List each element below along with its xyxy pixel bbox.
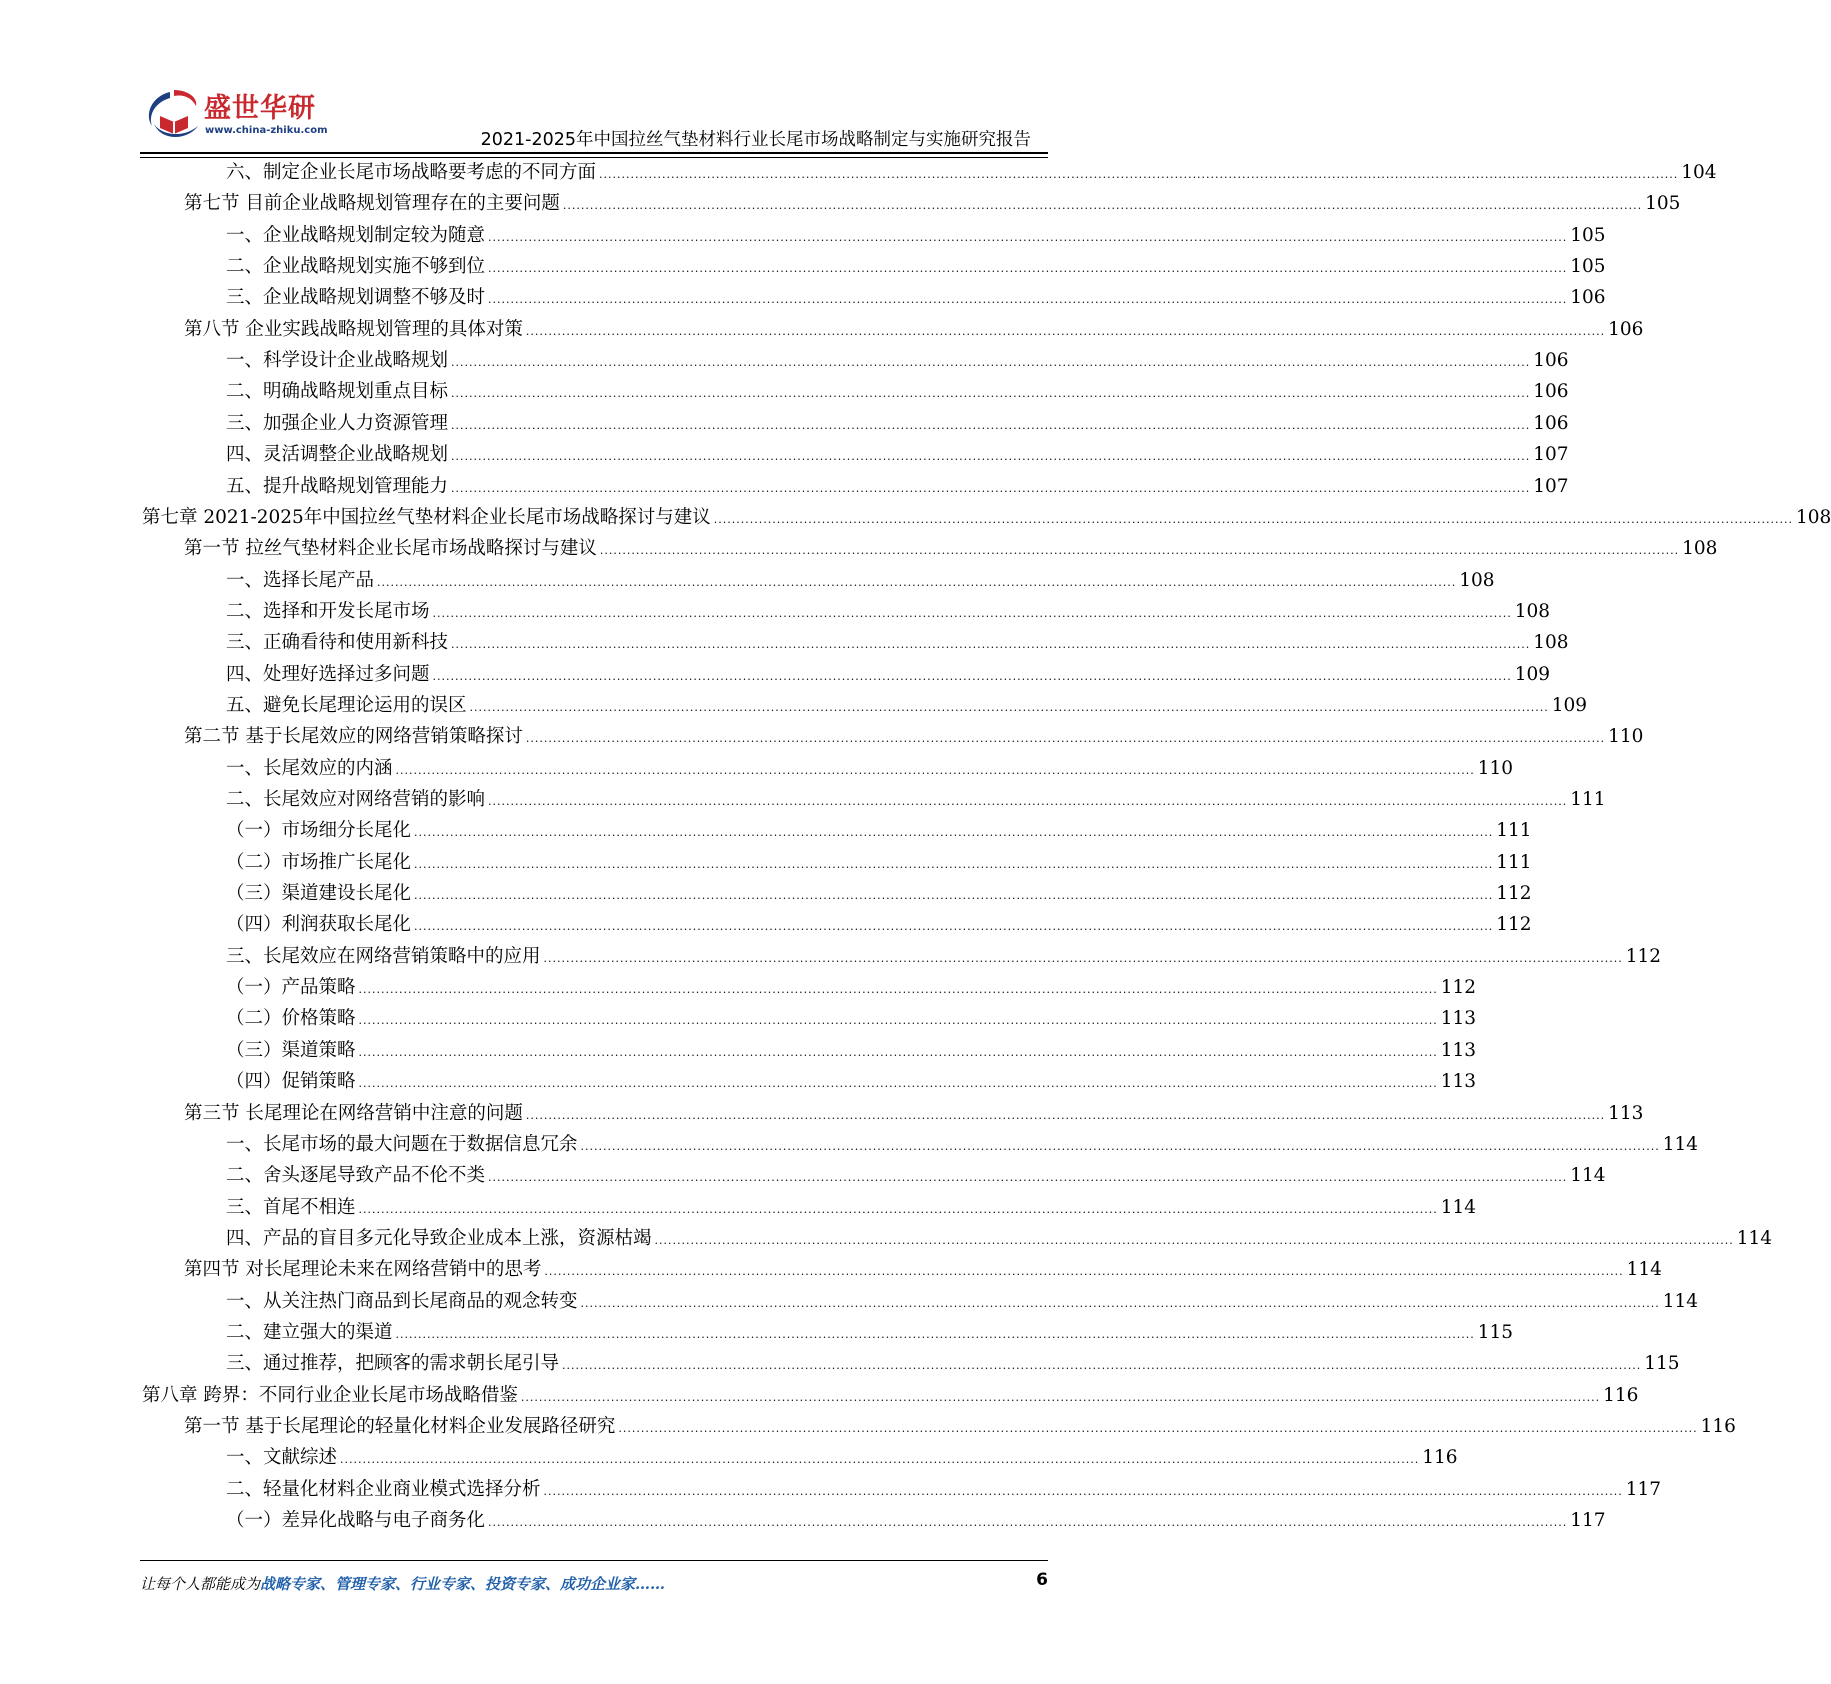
toc-entry-page: 116 [1422, 1447, 1458, 1469]
toc-entry-label: 三、加强企业人力资源管理 [226, 412, 449, 434]
toc-entry-label: （三）渠道建设长尾化 [226, 883, 412, 905]
toc-entry-page: 111 [1570, 789, 1606, 810]
toc-leader-dots: ................................................................................................................................................................................................................................................ [543, 951, 1623, 965]
toc-leader-dots: ................................................................................................................................................................................................................................................ [395, 1327, 1475, 1341]
toc-entry[interactable] [184, 1098, 1644, 1129]
toc-entry-label: 一、选择长尾产品 [226, 569, 375, 591]
toc-entry-label: 五、提升战略规划管理能力 [226, 475, 449, 497]
toc-entry[interactable] [226, 878, 1532, 909]
toc-leader-dots: ................................................................................................................................................................................................................................................ [414, 889, 1494, 903]
toc-leader-dots: ................................................................................................................................................................................................................................................ [525, 1108, 1606, 1122]
page-number: 6 [1036, 1570, 1048, 1590]
toc-entry-page: 115 [1477, 1321, 1514, 1343]
toc-entry-page: 111 [1496, 851, 1532, 873]
toc-leader-dots: ................................................................................................................................................................................................................................................ [358, 1045, 1438, 1059]
toc-entry-page: 109 [1514, 663, 1551, 685]
toc-entry[interactable] [226, 1348, 1680, 1379]
toc-leader-dots: ................................................................................................................................................................................................................................................ [562, 199, 1643, 213]
toc-entry-label: 一、长尾市场的最大问题在于数据信息冗余 [226, 1133, 578, 1155]
toc-entry-page: 108 [1682, 538, 1718, 560]
toc-entry-page: 114 [1570, 1165, 1606, 1187]
toc-entry-label: 三、首尾不相连 [226, 1196, 356, 1218]
toc-entry-label: 第二节 基于长尾效应的网络营销策略探讨 [184, 726, 523, 748]
toc-leader-dots: ................................................................................................................................................................................................................................................ [488, 1171, 1568, 1185]
toc-entry[interactable] [226, 565, 1495, 596]
toc-entry[interactable] [226, 972, 1477, 1003]
toc-entry-page: 105 [1570, 256, 1606, 278]
toc-entry-label: 五、避免长尾理论运用的误区 [226, 694, 467, 716]
toc-entry-label: 第七章 2021-2025年中国拉丝气垫材料企业长尾市场战略探讨与建议 [142, 506, 711, 528]
toc-entry-label: 第八节 企业实践战略规划管理的具体对策 [184, 318, 523, 340]
toc-entry-label: 二、选择和开发长尾市场 [226, 600, 430, 622]
toc-entry-page: 108 [1514, 600, 1551, 622]
toc-leader-dots: ................................................................................................................................................................................................................................................ [599, 168, 1679, 181]
toc-leader-dots: ................................................................................................................................................................................................................................................ [488, 1516, 1568, 1530]
toc-leader-dots: ................................................................................................................................................................................................................................................ [488, 293, 1568, 307]
toc-entry[interactable] [226, 1160, 1606, 1191]
toc-entry[interactable] [226, 1223, 1773, 1254]
toc-entry-page: 111 [1496, 820, 1532, 842]
toc-entry-label: 一、科学设计企业战略规划 [226, 350, 449, 372]
footer-slogan-prefix: 让每个人都能成为 [140, 1575, 261, 1593]
toc-entry-label: 二、长尾效应对网络营销的影响 [226, 789, 486, 810]
toc-entry[interactable] [142, 502, 1831, 533]
toc-leader-dots: ................................................................................................................................................................................................................................................ [488, 795, 1568, 808]
toc-entry[interactable] [184, 1411, 1736, 1442]
toc-entry-page: 114 [1662, 1290, 1699, 1312]
toc-leader-dots: ................................................................................................................................................................................................................................................ [488, 230, 1568, 244]
toc-leader-dots: ................................................................................................................................................................................................................................................ [580, 1296, 1660, 1310]
toc-entry-page: 113 [1440, 1071, 1477, 1093]
toc-leader-dots: ................................................................................................................................................................................................................................................ [451, 638, 1531, 652]
toc-entry[interactable] [226, 1066, 1477, 1097]
toc-entry-page: 115 [1644, 1353, 1680, 1375]
toc-entry-page: 104 [1681, 162, 1717, 183]
toc-entry-label: 一、从关注热门商品到长尾商品的观念转变 [226, 1290, 578, 1312]
toc-entry[interactable] [142, 1380, 1639, 1411]
toc-leader-dots: ................................................................................................................................................................................................................................................ [544, 1265, 1624, 1279]
toc-entry[interactable] [226, 282, 1606, 313]
toc-entry[interactable] [226, 220, 1606, 251]
toc-entry-label: （二）市场推广长尾化 [226, 851, 412, 873]
toc-leader-dots: ................................................................................................................................................................................................................................................ [543, 1484, 1623, 1498]
toc-leader-dots: ................................................................................................................................................................................................................................................ [358, 1202, 1438, 1216]
footer-slogan-highlight: 战略专家、管理专家、行业专家、投资专家、成功企业家…… [260, 1575, 666, 1593]
toc-entry-page: 116 [1700, 1416, 1736, 1437]
toc-entry[interactable] [226, 1003, 1477, 1034]
toc-leader-dots: ................................................................................................................................................................................................................................................ [414, 920, 1494, 934]
company-logo [140, 86, 328, 156]
toc-entry-page: 112 [1496, 883, 1532, 905]
toc-entry-label: 第八章 跨界：不同行业企业长尾市场战略借鉴 [142, 1384, 518, 1406]
toc-leader-dots: ................................................................................................................................................................................................................................................ [432, 669, 1512, 683]
toc-entry-label: （四）利润获取长尾化 [226, 914, 412, 936]
toc-leader-dots: ................................................................................................................................................................................................................................................ [358, 1077, 1438, 1091]
toc-entry[interactable] [184, 314, 1644, 345]
toc-leader-dots: ................................................................................................................................................................................................................................................ [525, 732, 1606, 746]
toc-entry-page: 107 [1533, 444, 1569, 466]
toc-entry[interactable] [184, 1254, 1662, 1285]
toc-leader-dots: ................................................................................................................................................................................................................................................ [599, 544, 1680, 558]
toc-entry-label: 六、制定企业长尾市场战略要考虑的不同方面 [226, 162, 597, 183]
toc-entry-page: 107 [1533, 475, 1569, 497]
toc-entry-label: 二、舍头逐尾导致产品不伦不类 [226, 1165, 486, 1187]
toc-entry-page: 106 [1533, 350, 1569, 372]
toc-entry-page: 106 [1533, 381, 1569, 403]
header-divider [140, 152, 1048, 154]
toc-leader-dots: ................................................................................................................................................................................................................................................ [358, 1014, 1438, 1028]
toc-entry[interactable] [226, 1317, 1514, 1348]
toc-entry-label: 第三节 长尾理论在网络营销中注意的问题 [184, 1102, 523, 1124]
toc-leader-dots: ................................................................................................................................................................................................................................................ [451, 450, 1531, 464]
toc-entry[interactable] [226, 1129, 1699, 1160]
toc-leader-dots: ................................................................................................................................................................................................................................................ [469, 700, 1549, 714]
toc-entry-page: 108 [1459, 569, 1495, 591]
toc-entry[interactable] [184, 188, 1681, 219]
toc-entry-label: 二、明确战略规划重点目标 [226, 381, 449, 403]
toc-entry-page: 105 [1570, 224, 1606, 246]
toc-leader-dots: ................................................................................................................................................................................................................................................ [432, 606, 1512, 620]
toc-entry-page: 112 [1496, 914, 1532, 936]
toc-entry-label: 二、建立强大的渠道 [226, 1321, 393, 1343]
toc-entry-page: 113 [1608, 1102, 1644, 1124]
toc-entry-label: 一、文献综述 [226, 1447, 338, 1469]
toc-entry[interactable] [226, 909, 1532, 940]
toc-entry-page: 113 [1440, 1039, 1477, 1061]
toc-entry[interactable] [226, 1035, 1477, 1066]
toc-entry-label: 四、产品的盲目多元化导致企业成本上涨，资源枯竭 [226, 1227, 652, 1249]
toc-entry[interactable] [226, 1442, 1458, 1473]
toc-leader-dots: ................................................................................................................................................................................................................................................ [451, 387, 1531, 401]
toc-leader-dots: ................................................................................................................................................................................................................................................ [395, 763, 1475, 777]
toc-entry[interactable] [226, 1505, 1606, 1536]
toc-entry-label: （三）渠道策略 [226, 1039, 356, 1061]
toc-entry-label: （一）差异化战略与电子商务化 [226, 1510, 486, 1532]
toc-entry-page: 117 [1625, 1478, 1662, 1500]
toc-entry[interactable] [184, 533, 1718, 564]
footer-divider [140, 1560, 1048, 1561]
toc-leader-dots: ................................................................................................................................................................................................................................................ [562, 1359, 1642, 1373]
toc-entry-page: 106 [1570, 287, 1606, 309]
toc-entry[interactable] [226, 784, 1606, 815]
toc-entry[interactable] [226, 690, 1588, 721]
toc-entry[interactable] [226, 1286, 1699, 1317]
toc-entry-label: 一、企业战略规划制定较为随意 [226, 224, 486, 246]
toc-entry-page: 116 [1603, 1384, 1639, 1406]
toc-entry[interactable] [226, 753, 1514, 784]
toc-entry-label: （二）价格策略 [226, 1008, 356, 1030]
report-title: 2021-2025年中国拉丝气垫材料行业长尾市场战略制定与实施研究报告 [480, 130, 1031, 150]
toc-entry[interactable] [226, 596, 1551, 627]
toc-entry-label: 二、轻量化材料企业商业模式选择分析 [226, 1478, 541, 1500]
logo-swoosh-icon [140, 86, 204, 146]
toc-entry[interactable] [226, 941, 1662, 972]
toc-leader-dots: ................................................................................................................................................................................................................................................ [488, 262, 1568, 276]
toc-entry-label: （一）产品策略 [226, 977, 356, 999]
toc-entry-label: 三、正确看待和使用新科技 [226, 632, 449, 654]
toc-entry[interactable] [226, 847, 1532, 878]
toc-entry[interactable] [226, 1474, 1662, 1505]
toc-leader-dots: ................................................................................................................................................................................................................................................ [340, 1453, 1420, 1467]
toc-leader-dots: ................................................................................................................................................................................................................................................ [451, 418, 1531, 432]
toc-entry-label: 第一节 拉丝气垫材料企业长尾市场战略探讨与建议 [184, 538, 597, 560]
toc-entry[interactable] [226, 157, 1717, 188]
logo-url: www.china-zhiku.com [205, 125, 328, 136]
toc-leader-dots: ................................................................................................................................................................................................................................................ [520, 1390, 1601, 1404]
toc-entry-label: 三、企业战略规划调整不够及时 [226, 287, 486, 309]
toc-entry-label: 第四节 对长尾理论未来在网络营销中的思考 [184, 1259, 542, 1281]
toc-entry-page: 114 [1626, 1259, 1662, 1281]
footer-slogan [140, 1573, 665, 1594]
toc-leader-dots: ................................................................................................................................................................................................................................................ [358, 983, 1438, 997]
toc-entry-label: （四）促销策略 [226, 1071, 356, 1093]
toc-leader-dots: ................................................................................................................................................................................................................................................ [414, 826, 1494, 840]
toc-entry-page: 114 [1736, 1227, 1773, 1249]
toc-leader-dots: ................................................................................................................................................................................................................................................ [618, 1422, 1698, 1435]
toc-entry-page: 105 [1645, 193, 1681, 215]
toc-entry-label: 第一节 基于长尾理论的轻量化材料企业发展路径研究 [184, 1416, 616, 1437]
toc-entry-page: 108 [1795, 506, 1831, 528]
toc-entry[interactable] [226, 815, 1532, 846]
toc-entry[interactable] [226, 659, 1551, 690]
toc-entry-page: 110 [1477, 757, 1514, 779]
toc-entry[interactable] [226, 1192, 1477, 1223]
toc-entry[interactable] [226, 439, 1569, 470]
toc-entry-label: （一）市场细分长尾化 [226, 820, 412, 842]
toc-entry-label: 三、通过推荐，把顾客的需求朝长尾引导 [226, 1353, 560, 1375]
toc-entry-page: 109 [1551, 694, 1588, 716]
toc-entry-page: 117 [1570, 1510, 1606, 1532]
logo-brand-name: 盛世华研 [204, 93, 316, 124]
toc-entry-label: 三、长尾效应在网络营销策略中的应用 [226, 945, 541, 967]
toc-leader-dots: ................................................................................................................................................................................................................................................ [525, 324, 1606, 338]
toc-leader-dots: ................................................................................................................................................................................................................................................ [451, 356, 1531, 370]
toc-entry-page: 112 [1625, 945, 1662, 967]
toc-entry-page: 114 [1440, 1196, 1477, 1218]
toc-entry-label: 二、企业战略规划实施不够到位 [226, 256, 486, 278]
toc-entry-page: 106 [1608, 318, 1644, 340]
toc-entry-label: 四、灵活调整企业战略规划 [226, 444, 449, 466]
toc-leader-dots: ................................................................................................................................................................................................................................................ [654, 1233, 1734, 1247]
toc-entry[interactable] [226, 251, 1606, 282]
toc-entry[interactable] [226, 471, 1569, 502]
toc-entry-label: 四、处理好选择过多问题 [226, 663, 430, 685]
toc-leader-dots: ................................................................................................................................................................................................................................................ [451, 481, 1531, 495]
toc-entry-page: 110 [1608, 726, 1644, 748]
toc-entry[interactable] [226, 627, 1569, 658]
toc-leader-dots: ................................................................................................................................................................................................................................................ [580, 1139, 1660, 1153]
toc-entry-page: 106 [1533, 412, 1569, 434]
toc-entry-page: 113 [1440, 1008, 1477, 1030]
toc-entry-label: 第七节 目前企业战略规划管理存在的主要问题 [184, 193, 560, 215]
toc-entry-page: 112 [1440, 977, 1477, 999]
toc-entry[interactable] [226, 408, 1569, 439]
toc-entry[interactable] [184, 721, 1644, 752]
toc-entry-page: 114 [1662, 1133, 1699, 1155]
toc-entry[interactable] [226, 376, 1569, 407]
toc-leader-dots: ................................................................................................................................................................................................................................................ [414, 857, 1494, 871]
toc-entry-label: 一、长尾效应的内涵 [226, 757, 393, 779]
toc-entry-page: 108 [1533, 632, 1569, 654]
toc-entry[interactable] [226, 345, 1569, 376]
toc-leader-dots: ................................................................................................................................................................................................................................................ [713, 512, 1793, 526]
toc-leader-dots: ................................................................................................................................................................................................................................................ [377, 575, 1457, 589]
